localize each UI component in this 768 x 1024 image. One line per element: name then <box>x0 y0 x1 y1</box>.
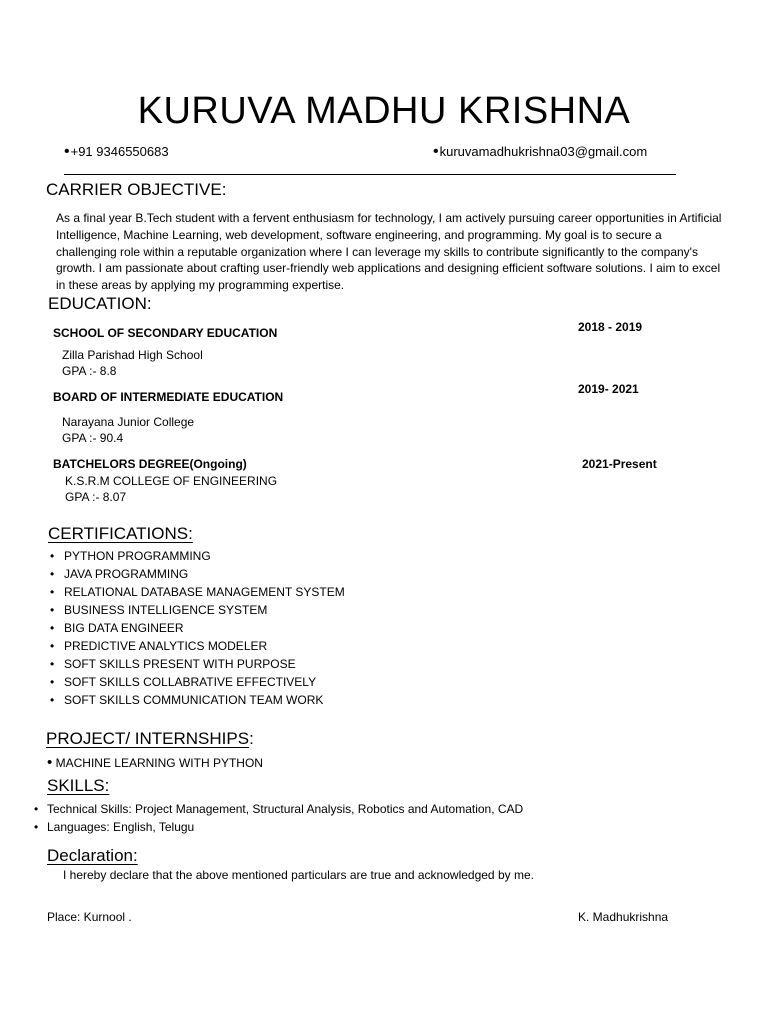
phone-number: +91 9346550683 <box>70 144 169 159</box>
list-item: • JAVA PROGRAMMING <box>48 565 345 583</box>
education-gpa: GPA :- 90.4 <box>62 431 124 445</box>
list-item: • SOFT SKILLS PRESENT WITH PURPOSE <box>48 655 345 673</box>
education-title: BATCHELORS DEGREE(Ongoing) <box>53 457 247 471</box>
list-item: • RELATIONAL DATABASE MANAGEMENT SYSTEM <box>48 583 345 601</box>
bullet-icon: • <box>433 143 439 160</box>
education-years: 2019- 2021 <box>578 382 639 396</box>
list-item: • SOFT SKILLS COLLABRATIVE EFFECTIVELY <box>48 673 345 691</box>
education-years: 2018 - 2019 <box>578 320 643 334</box>
declaration-text: I hereby declare that the above mentioned particulars are true and acknowledged by me. <box>63 868 534 882</box>
education-heading: EDUCATION: <box>48 294 152 313</box>
certifications-list <box>48 547 345 709</box>
projects-heading-colon: : <box>249 729 254 748</box>
phone-contact <box>64 143 169 161</box>
education-institution: Zilla Parishad High School <box>62 348 203 362</box>
education-gpa: GPA :- 8.8 <box>62 364 117 378</box>
education-title: SCHOOL OF SECONDARY EDUCATION <box>53 326 278 340</box>
projects-heading: PROJECT/ INTERNSHIPS <box>46 729 250 748</box>
list-item: • BIG DATA ENGINEER <box>48 619 345 637</box>
bullet-icon: • <box>64 143 70 160</box>
projects-heading-row <box>46 729 254 749</box>
skills-heading: SKILLS: <box>47 776 110 795</box>
list-item: • Languages: English, Telugu <box>47 818 523 836</box>
bullet-icon: • <box>47 754 53 771</box>
education-institution: K.S.R.M COLLEGE OF ENGINEERING <box>65 474 278 488</box>
candidate-name: KURUVA MADHU KRISHNA <box>137 90 631 132</box>
email-address: kuruvamadhukrishna03@gmail.com <box>439 144 648 159</box>
objective-text: As a final year B.Tech student with a fervent enthusiasm for technology, I am actively pursuing career opportunities in Artificial Intelligence, Machine Learning, web development, software engineering, and programming. My goal is to secure a challenging role within a reputable organization where I can leverage my skills to contribute significantly to the company's growth. I am passionate about crafting user-friendly web applications and designing efficient software solutions. I aim to excel in these areas by applying my programming expertise. <box>56 211 722 293</box>
header-divider <box>64 174 676 175</box>
education-title: BOARD OF INTERMEDIATE EDUCATION <box>53 390 284 404</box>
project-label: MACHINE LEARNING WITH PYTHON <box>55 756 263 770</box>
place-text: Place: Kurnool . <box>47 910 132 924</box>
list-item: • PYTHON PROGRAMMING <box>48 547 345 565</box>
skills-list <box>47 800 523 836</box>
declaration-heading: Declaration: <box>47 846 138 865</box>
education-years: 2021-Present <box>582 457 657 471</box>
certifications-heading: CERTIFICATIONS: <box>48 524 193 543</box>
signature-name: K. Madhukrishna <box>578 910 669 924</box>
list-item: • SOFT SKILLS COMMUNICATION TEAM WORK <box>48 691 345 709</box>
objective-heading: CARRIER OBJECTIVE: <box>46 180 227 199</box>
list-item: • Technical Skills: Project Management, Structural Analysis, Robotics and Automation, CAD <box>47 800 523 818</box>
education-institution: Narayana Junior College <box>62 415 195 429</box>
list-item: • BUSINESS INTELLIGENCE SYSTEM <box>48 601 345 619</box>
email-contact <box>433 143 647 161</box>
list-item: • PREDICTIVE ANALYTICS MODELER <box>48 637 345 655</box>
project-item <box>47 754 263 771</box>
education-gpa: GPA :- 8.07 <box>65 490 127 504</box>
